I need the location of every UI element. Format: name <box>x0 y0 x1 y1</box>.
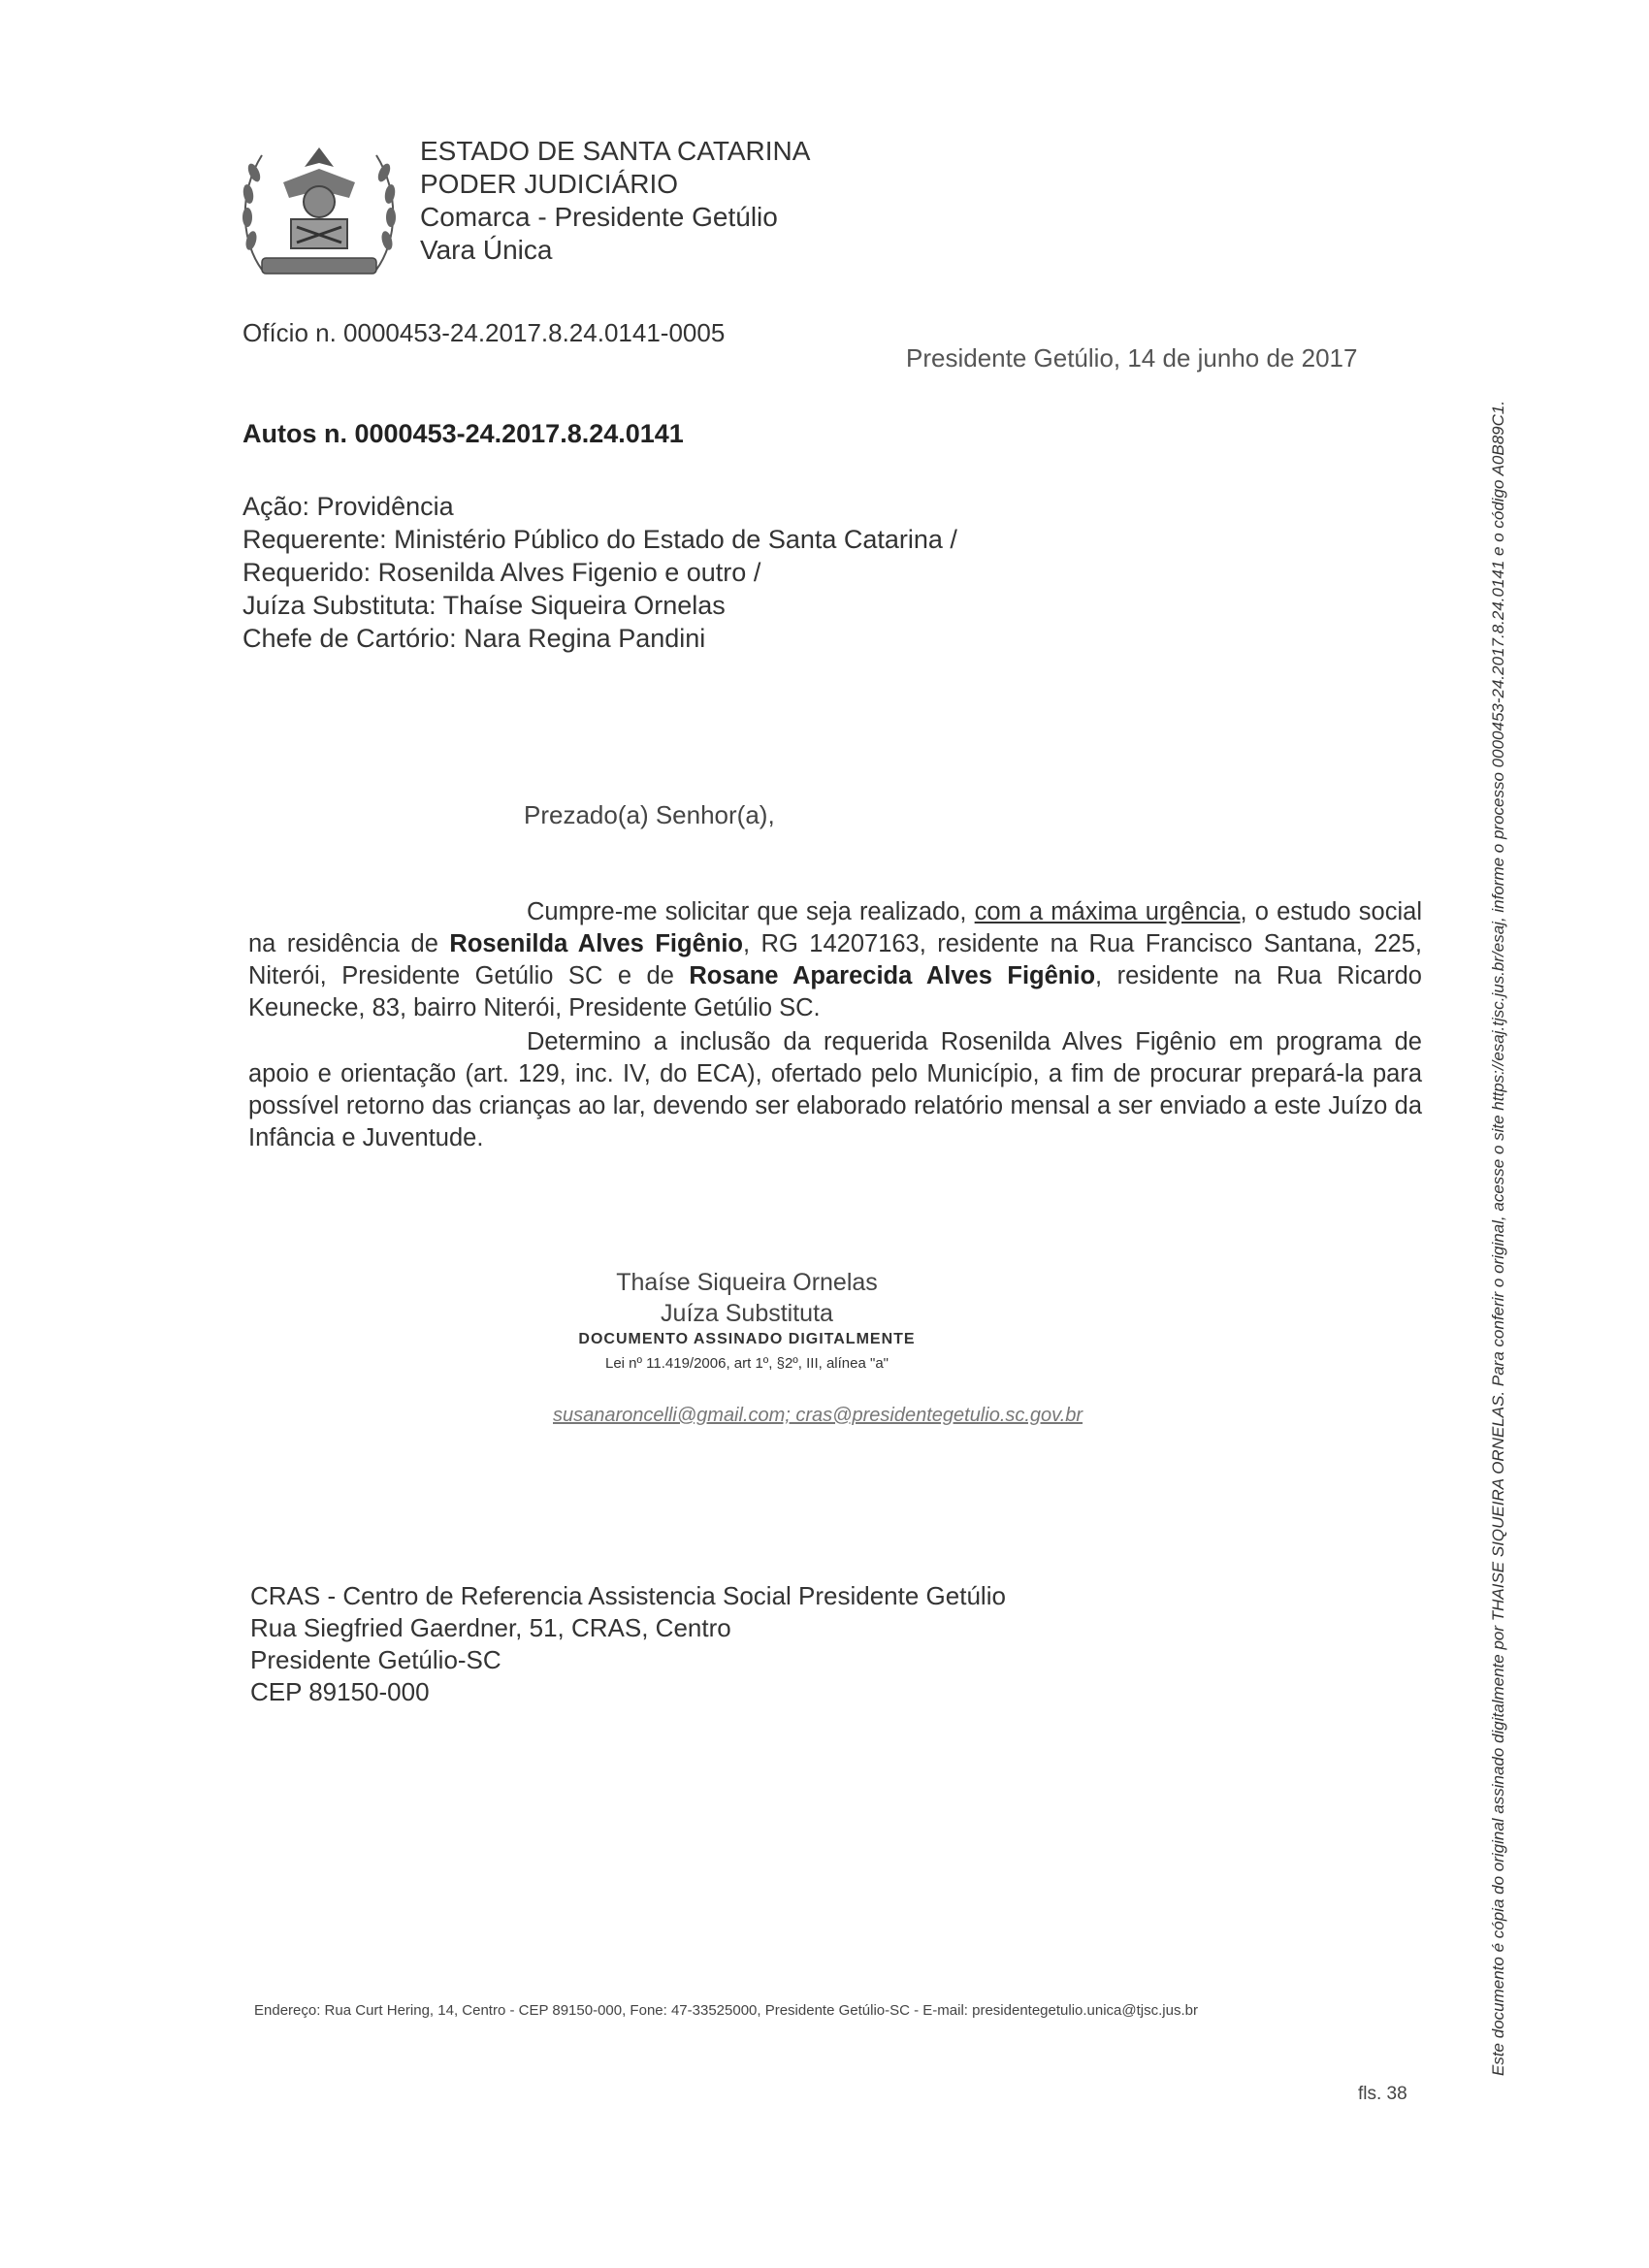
addressee-name: CRAS - Centro de Referencia Assistencia Social Presidente Getúlio <box>250 1581 1006 1610</box>
case-juiza: Juíza Substituta: Thaíse Siqueira Ornelas <box>242 591 726 620</box>
oficio-number: Ofício n. 0000453-24.2017.8.24.0141-0005 <box>242 318 726 347</box>
email-addresses: susanaroncelli@gmail.com; cras@presidentegetulio.sc.gov.br <box>553 1405 1083 1426</box>
paragraph-text: Cumpre-me solicitar que seja realizado, <box>527 898 975 925</box>
signature-law-reference: Lei nº 11.419/2006, art 1º, §2º, III, alínea "a" <box>604 1355 889 1372</box>
urgency-phrase: com a máxima urgência <box>974 898 1241 925</box>
page-number: fls. 38 <box>1358 2084 1407 2104</box>
addressee-cep: CEP 89150-000 <box>250 1677 430 1706</box>
header-vara: Vara Única <box>420 235 553 265</box>
case-acao: Ação: Providência <box>242 492 454 521</box>
footer-address: Endereço: Rua Curt Hering, 14, Centro - CEP 89150-000, Fone: 47-33525000, Presidente Getúlio-SC - E-mail: presidentegetulio.unica@tjsc.jus.br <box>254 2002 1198 2019</box>
paragraph-text: , residente na Rua Ricardo Keunecke, 83, bairro Niterói, Presidente Getúlio SC. <box>248 962 1422 1021</box>
header-judiciary: PODER JUDICIÁRIO <box>420 169 679 199</box>
autos-number: Autos n. 0000453-24.2017.8.24.0141 <box>242 419 684 448</box>
paragraph-request <box>248 896 1422 1024</box>
header-state: ESTADO DE SANTA CATARINA <box>420 136 811 166</box>
person-name: Rosenilda Alves Figênio <box>449 930 743 957</box>
addressee-city: Presidente Getúlio-SC <box>250 1645 501 1674</box>
dateline: Presidente Getúlio, 14 de junho de 2017 <box>906 343 1358 373</box>
digital-signature-notice: DOCUMENTO ASSINADO DIGITALMENTE <box>578 1331 916 1347</box>
person-name: Rosane Aparecida Alves Figênio <box>689 962 1096 989</box>
greeting: Prezado(a) Senhor(a), <box>524 800 775 829</box>
paragraph-text: , o estudo social na residência de <box>248 898 1422 957</box>
paragraph-text: , RG 14207163, residente na Rua Francisco Santana, 225, Niterói, Presidente Getúlio SC e de <box>248 930 1422 989</box>
digital-copy-side-note: Este documento é cópia do original assinado digitalmente por THAISE SIQUEIRA ORNELAS. Para conferir o original, acesse o site https://esaj.tjsc.jus.br/esaj, informe o processo 0000453-24.2017.8.24.0141 e o código A0B89C1. <box>1489 400 1507 2076</box>
state-coat-of-arms <box>233 134 405 287</box>
header-comarca: Comarca - Presidente Getúlio <box>420 202 778 232</box>
signer-role: Juíza Substituta <box>661 1300 833 1327</box>
addressee-street: Rua Siegfried Gaerdner, 51, CRAS, Centro <box>250 1613 731 1642</box>
case-requerente: Requerente: Ministério Público do Estado de Santa Catarina / <box>242 525 957 554</box>
case-chefe: Chefe de Cartório: Nara Regina Pandini <box>242 624 706 653</box>
paragraph-determination: Determino a inclusão da requerida Rosenilda Alves Figênio em programa de apoio e orientação (art. 129, inc. IV, do ECA), ofertado pelo Município, a fim de procurar prepará-la para possível retorno das crianças ao lar, devendo ser elaborado relatório mensal a ser enviado a este Juízo da Infância e Juventude. <box>248 1028 1422 1151</box>
case-requerido: Requerido: Rosenilda Alves Figenio e outro / <box>242 558 761 587</box>
signer-name: Thaíse Siqueira Ornelas <box>616 1269 878 1296</box>
